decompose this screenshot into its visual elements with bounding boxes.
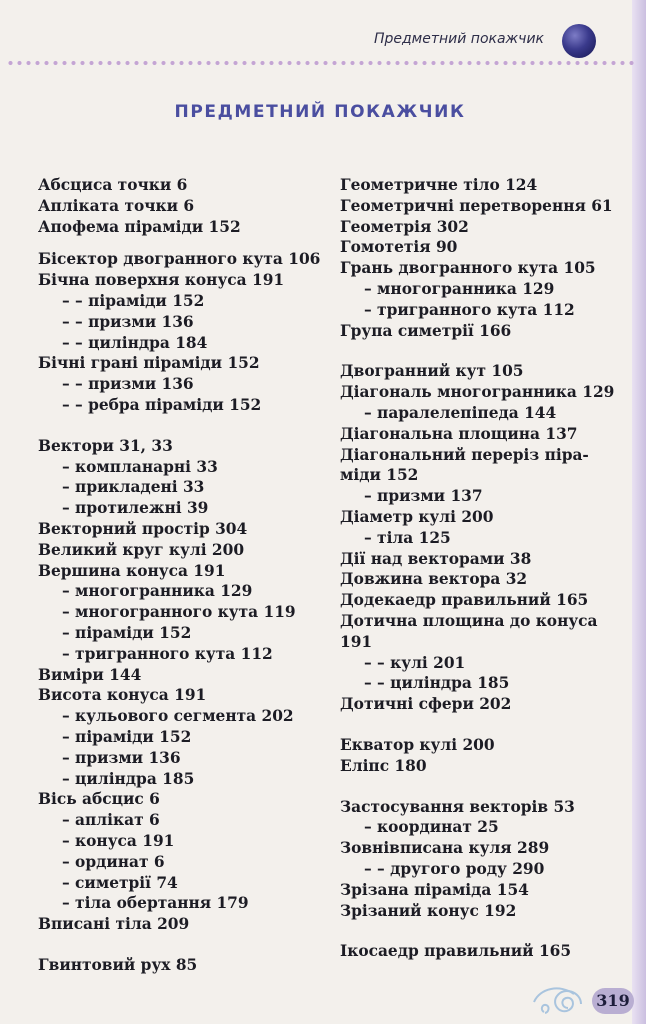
index-subentry: – – другого роду 290 — [364, 859, 545, 878]
index-entry: Група симетрії 166 — [340, 321, 512, 340]
ball-icon — [562, 24, 596, 58]
index-subentry: – – ребра піраміди 152 — [62, 395, 262, 414]
index-subentry: – координат 25 — [364, 818, 499, 837]
index-subentry: – многогранника 129 — [364, 279, 555, 298]
index-subentry: – – піраміди 152 — [62, 291, 205, 310]
index-entry: Довжина вектора 32 — [340, 570, 528, 589]
index-subentry: – – циліндра 185 — [364, 674, 510, 693]
index-entry: Екватор кулі 200 — [340, 735, 495, 754]
index-entry: Векторний простір 304 — [38, 519, 248, 538]
index-entry: Двогранний кут 105 — [340, 362, 524, 381]
index-entry: Бічна поверхня конуса 191 — [38, 271, 285, 290]
index-entry: Зовнівписана куля 289 — [340, 839, 550, 858]
index-subentry: – прикладені 33 — [62, 478, 205, 497]
index-entry: Висота конуса 191 — [38, 686, 207, 705]
index-entry: 191 — [340, 632, 373, 651]
page-title: ПРЕДМЕТНИЙ ПОКАЖЧИК — [174, 102, 466, 122]
page-number: 319 — [592, 988, 634, 1014]
index-entry: Геометричне тіло 124 — [340, 176, 538, 194]
index-subentry: – аплікат 6 — [62, 811, 160, 830]
index-entry: Дії над векторами 38 — [340, 549, 532, 568]
index-subentry: – призми 137 — [364, 487, 483, 506]
index-entry: Бічні грані піраміди 152 — [38, 354, 260, 373]
index-entry: Виміри 144 — [38, 665, 142, 684]
index-subentry: – конуса 191 — [62, 831, 175, 850]
index-entry: Зрізана піраміда 154 — [340, 880, 529, 899]
index-entry: Діагональний переріз піра- — [340, 445, 589, 464]
index-entry: Апліката точки 6 — [38, 196, 195, 215]
index-subentry: – компланарні 33 — [62, 457, 218, 476]
index-subentry: – – призми 136 — [62, 312, 194, 331]
index-subentry: – ординат 6 — [62, 852, 165, 871]
dotted-rule — [6, 60, 634, 66]
index-subentry: – протилежні 39 — [62, 499, 209, 518]
running-head: Предметний покажчик — [373, 31, 544, 47]
index-subentry: – – кулі 201 — [364, 653, 466, 672]
index-subentry: – тригранного кута 112 — [62, 644, 273, 663]
index-subentry: – призми 136 — [62, 748, 181, 767]
index-entry: Вписані тіла 209 — [38, 915, 190, 934]
index-entry: Бісектор двогранного кута 106 — [38, 250, 321, 269]
index-entry: Вісь абсцис 6 — [38, 790, 160, 809]
index-entry: Діагональ многогранника 129 — [340, 383, 615, 402]
index-entry: Гомотетія 90 — [340, 238, 458, 257]
index-entry: Зрізаний конус 192 — [340, 901, 517, 920]
index-subentry: – многогранного кута 119 — [62, 603, 296, 622]
index-entry: міди 152 — [340, 466, 419, 485]
index-subentry: – циліндра 185 — [62, 769, 195, 788]
index-entry: Геометрія 302 — [340, 217, 469, 236]
index-subentry: – тригранного кута 112 — [364, 300, 575, 319]
index-subentry: – тіла 125 — [364, 528, 451, 547]
index-entry: Діаметр кулі 200 — [340, 507, 494, 526]
index-subentry: – паралелепіпеда 144 — [364, 403, 557, 422]
index-subentry: – – призми 136 — [62, 375, 194, 394]
index-entry: Гвинтовий рух 85 — [38, 955, 198, 974]
swirl-ornament-icon — [528, 968, 598, 1020]
index-entry: Діагональна площина 137 — [340, 424, 578, 443]
index-entry: Абсциса точки 6 — [38, 176, 188, 194]
index-entry: Дотична площина до конуса — [340, 611, 598, 630]
index-entry: Грань двогранного кута 105 — [340, 259, 596, 278]
index-entry: Додекаедр правильний 165 — [340, 591, 589, 610]
index-entry: Вершина конуса 191 — [38, 561, 226, 580]
index-entry: Апофема піраміди 152 — [38, 217, 241, 236]
index-entry: Застосування векторів 53 — [340, 797, 575, 816]
index-entry: Ікосаедр правильний 165 — [340, 942, 572, 961]
index-entry: Великий круг кулі 200 — [38, 540, 245, 559]
index-subentry: – піраміди 152 — [62, 623, 192, 642]
index-entry: Вектори 31, 33 — [38, 436, 173, 455]
index-subentry: – многогранника 129 — [62, 582, 253, 601]
index-column-left — [38, 175, 338, 976]
index-entry: Геометричні перетворення 61 — [340, 196, 613, 215]
index-subentry: – піраміди 152 — [62, 727, 192, 746]
index-subentry: – тіла обертання 179 — [62, 894, 249, 913]
index-column-right — [340, 175, 640, 962]
index-subentry: – – циліндра 184 — [62, 333, 208, 352]
index-subentry: – кульового сегмента 202 — [62, 707, 294, 726]
index-entry: Дотичні сфери 202 — [340, 695, 512, 714]
index-subentry: – симетрії 74 — [62, 873, 178, 892]
index-entry: Еліпс 180 — [340, 756, 427, 775]
